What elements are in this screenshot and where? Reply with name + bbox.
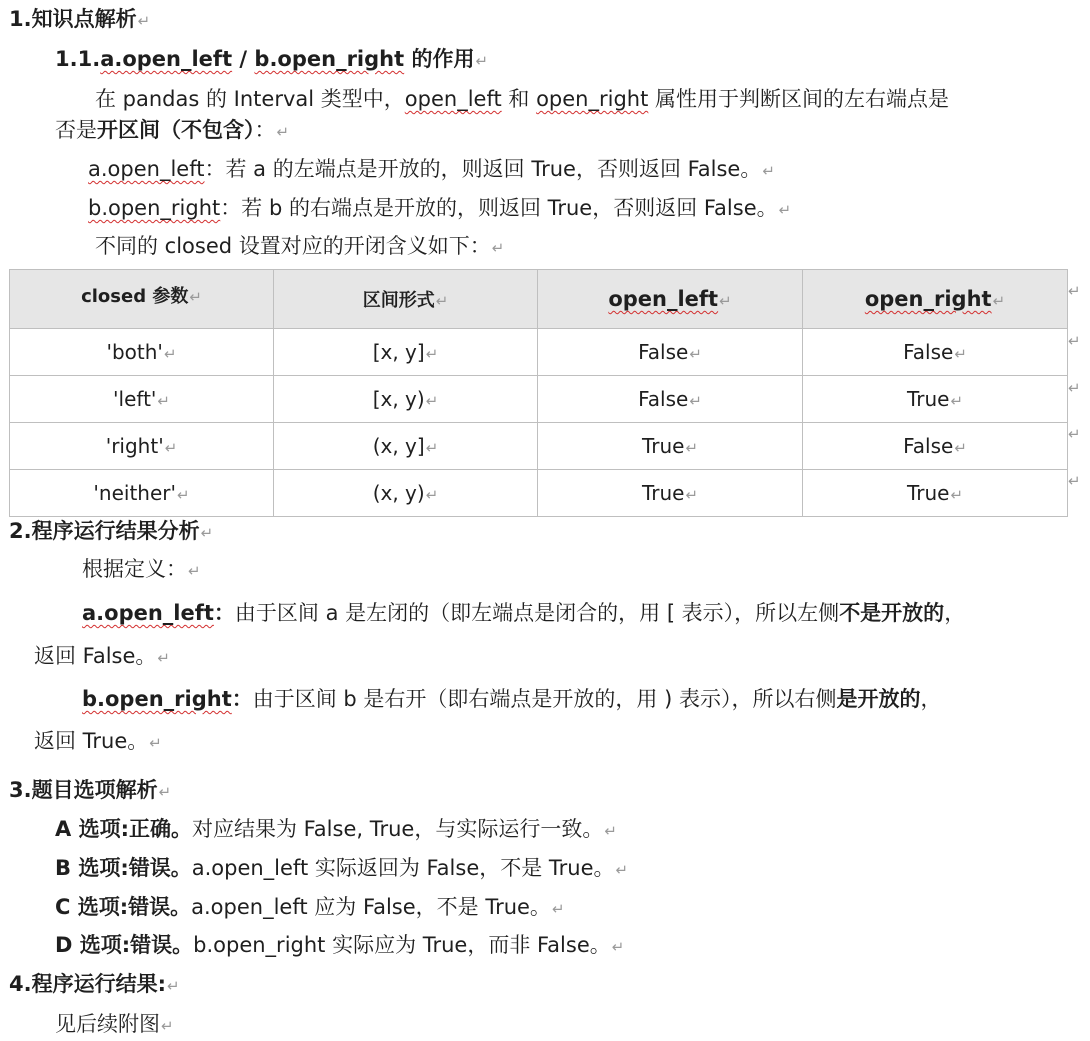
paragraph-mark: ↵: [685, 439, 699, 457]
intro-text: 否是: [55, 118, 97, 142]
section-2-heading: [9, 516, 213, 548]
cell-text: False: [638, 340, 689, 364]
paragraph-mark: ↵: [167, 977, 180, 995]
analysis-text: 由于区间 b 是右开（即右端点是开放的，用 ) 表示），所以右侧: [252, 687, 837, 711]
cell-text: False: [638, 387, 689, 411]
row-end-mark: ↵: [1068, 472, 1081, 490]
analysis-text: 返回 False。: [34, 644, 157, 668]
table-cell: [274, 470, 538, 517]
paragraph-mark: ↵: [163, 345, 177, 363]
item-open-left: [88, 154, 775, 186]
table-cell: [538, 376, 803, 423]
table-cell: [803, 423, 1068, 470]
analysis-text: 返回 True。: [34, 729, 149, 753]
analysis-b-line-2: [34, 726, 162, 758]
row-end-mark: ↵: [1068, 425, 1081, 443]
closed-intro: [95, 231, 504, 263]
analysis-b-line-1: [82, 684, 941, 714]
cell-text: 'right': [105, 434, 164, 458]
table-row: [10, 470, 1068, 517]
open-right-code: b.open_right: [254, 47, 405, 71]
open-left-code: a.open_left: [82, 601, 214, 625]
intro-text: 属性用于判断区间的左右端点是: [648, 87, 949, 111]
open-left-code: a.open_left: [100, 47, 233, 71]
cell-text: True: [641, 481, 685, 505]
paragraph-mark: ↵: [137, 12, 151, 30]
header-text: closed 参数: [81, 286, 189, 307]
definition-intro: [82, 554, 201, 586]
table-cell: [274, 423, 538, 470]
colon: ：: [231, 687, 253, 711]
section-3-heading: [9, 775, 171, 807]
open-right-code: b.open_right: [82, 687, 232, 711]
paragraph-mark: ↵: [425, 392, 439, 410]
analysis-text: 由于区间 a 是左闭的（即左端点是闭合的，用 [ 表示），所以左侧: [234, 601, 840, 625]
paragraph-mark: ↵: [149, 734, 162, 752]
not-open-emphasis: 不是开放的: [839, 601, 945, 625]
paragraph-mark: ↵: [188, 562, 201, 580]
closed-settings-table: [9, 269, 1068, 517]
is-open-emphasis: 是开放的: [836, 687, 921, 711]
paragraph-mark: ↵: [425, 345, 439, 363]
open-right-code: open_right: [536, 87, 649, 111]
table-cell: [538, 470, 803, 517]
subsection-number: 1.1.: [55, 47, 101, 71]
cell-text: (x, y]: [372, 434, 425, 458]
paragraph-mark: ↵: [685, 486, 699, 504]
paragraph-mark: ↵: [189, 288, 202, 306]
table-header-cell: [538, 270, 803, 329]
paragraph-mark: ↵: [762, 162, 775, 180]
paragraph-mark: ↵: [689, 345, 702, 363]
section-2-title: 2.程序运行结果分析: [9, 519, 200, 543]
option-text: a.open_left 应为 False，不是 True。: [191, 895, 551, 919]
cell-text: False: [903, 340, 954, 364]
table-cell: [803, 376, 1068, 423]
paragraph-mark: ↵: [778, 201, 792, 219]
table-cell: [274, 376, 538, 423]
paragraph-mark: ↵: [200, 524, 214, 542]
row-end-mark: ↵: [1068, 282, 1081, 300]
table-cell: [10, 423, 274, 470]
analysis-a-line-1: [82, 598, 965, 628]
subsection-1-1-heading: [55, 44, 488, 76]
table-header-row: [10, 270, 1068, 329]
option-c: [55, 892, 565, 924]
cell-text: True: [906, 387, 950, 411]
intro-text: 和: [501, 87, 537, 111]
table-cell: [274, 329, 538, 376]
colon: ：: [213, 601, 235, 625]
cell-text: 'both': [106, 340, 163, 364]
open-interval-emphasis: 开区间（不包含）: [97, 118, 255, 142]
analysis-text: ，: [944, 601, 966, 625]
paragraph-mark: ↵: [425, 486, 439, 504]
section-4-title: 4.程序运行结果:: [9, 972, 166, 996]
cell-text: True: [906, 481, 950, 505]
header-text: 区间形式: [362, 290, 435, 311]
paragraph-mark: ↵: [954, 345, 967, 363]
table-cell: [538, 329, 803, 376]
see-attachment-text: 见后续附图: [55, 1012, 160, 1036]
table-header-cell: [10, 270, 274, 329]
paragraph-mark: ↵: [161, 1017, 174, 1035]
paragraph-mark: ↵: [604, 822, 617, 840]
table-cell: [10, 470, 274, 517]
table-row: [10, 329, 1068, 376]
intro-text: 在 pandas 的 Interval 类型中，: [95, 87, 405, 111]
open-left-code: a.open_left: [88, 157, 205, 181]
table-cell: [803, 329, 1068, 376]
paragraph-mark: ↵: [164, 439, 178, 457]
paragraph-mark: ↵: [992, 292, 1006, 310]
open-left-code: open_left: [404, 87, 502, 111]
option-label: C 选项:错误。: [55, 895, 192, 919]
option-text: 对应结果为 False, True，与实际运行一致。: [191, 817, 604, 841]
paragraph-mark: ↵: [950, 392, 964, 410]
cell-text: 'neither': [93, 481, 176, 505]
item-text: ：若 a 的左端点是开放的，则返回 True，否则返回 False。: [204, 157, 762, 181]
subsection-tail: 的作用: [404, 47, 475, 71]
item-text: ：若 b 的右端点是开放的，则返回 True，否则返回 False。: [220, 196, 778, 220]
paragraph-mark: ↵: [689, 392, 702, 410]
paragraph-mark: ↵: [615, 861, 629, 879]
option-a: [55, 814, 617, 846]
cell-text: [x, y]: [372, 340, 425, 364]
paragraph-mark: ↵: [950, 486, 964, 504]
paragraph-mark: ↵: [719, 292, 732, 310]
row-end-mark: ↵: [1068, 379, 1081, 397]
paragraph-mark: ↵: [954, 439, 967, 457]
section-3-title: 3.题目选项解析: [9, 778, 158, 802]
paragraph-mark: ↵: [491, 239, 505, 257]
paragraph-mark: ↵: [157, 392, 170, 410]
analysis-a-line-2: [34, 641, 170, 673]
section-1-heading: [9, 4, 150, 36]
table-header-cell: [274, 270, 538, 329]
option-d: [55, 930, 624, 962]
section-1-title: 1.知识点解析: [9, 7, 137, 31]
cell-text: [x, y): [372, 387, 425, 411]
paragraph-mark: ↵: [425, 439, 439, 457]
cell-text: True: [641, 434, 685, 458]
analysis-text: ，: [920, 687, 942, 711]
table-row: [10, 423, 1068, 470]
cell-text: (x, y): [372, 481, 425, 505]
table-cell: [538, 423, 803, 470]
paragraph-mark: ↵: [158, 783, 172, 801]
open-right-code: b.open_right: [88, 196, 221, 220]
table-row: [10, 376, 1068, 423]
option-label: A 选项:正确。: [55, 817, 192, 841]
cell-text: 'left': [113, 387, 157, 411]
option-label: B 选项:错误。: [55, 856, 192, 880]
section-4-heading: [9, 969, 180, 1001]
intro-text: 根据定义：: [82, 557, 187, 581]
option-text: a.open_left 实际返回为 False，不是 True。: [191, 856, 615, 880]
table-cell: [803, 470, 1068, 517]
intro-paragraph-line-1: [95, 84, 949, 114]
row-end-mark: ↵: [1068, 332, 1081, 350]
paragraph-mark: ↵: [551, 900, 565, 918]
intro-paragraph-line-2: [55, 115, 289, 147]
paragraph-mark: ↵: [276, 123, 290, 141]
header-text: open_left: [608, 287, 719, 311]
table-cell: [10, 329, 274, 376]
paragraph-mark: ↵: [177, 486, 190, 504]
cell-text: False: [903, 434, 954, 458]
table-header-cell: [803, 270, 1068, 329]
see-attachment: [55, 1009, 174, 1041]
intro-text: ：: [254, 118, 276, 142]
closed-intro-text: 不同的 closed 设置对应的开闭含义如下：: [95, 234, 491, 258]
table-cell: [10, 376, 274, 423]
paragraph-mark: ↵: [157, 649, 170, 667]
slash-separator: /: [232, 47, 255, 71]
option-label: D 选项:错误。: [55, 933, 194, 957]
paragraph-mark: ↵: [611, 938, 625, 956]
header-text: open_right: [864, 287, 992, 311]
option-text: b.open_right 实际应为 True，而非 False。: [193, 933, 611, 957]
item-open-right: [88, 193, 791, 225]
paragraph-mark: ↵: [475, 52, 489, 70]
paragraph-mark: ↵: [435, 292, 449, 310]
option-b: [55, 853, 628, 885]
